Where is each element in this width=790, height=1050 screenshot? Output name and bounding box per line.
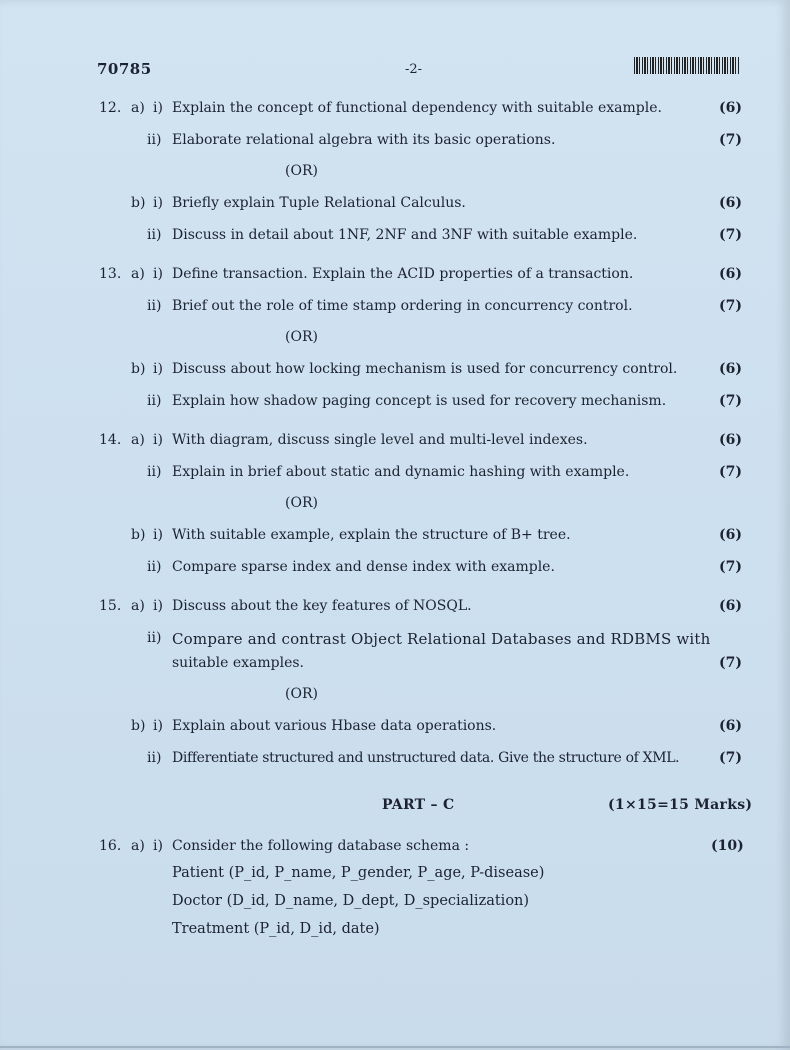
part-c-title: PART – C xyxy=(382,797,455,813)
q13-a-ii-label: ii) xyxy=(147,298,162,314)
barcode-icon xyxy=(634,57,740,74)
q16-a-i-label: i) xyxy=(153,838,163,854)
q15-b-ii-text: Differentiate structured and unstructured data. Give the structure of XML. xyxy=(172,750,680,766)
q12-a-ii-text: Elaborate relational algebra with its basic operations. xyxy=(172,132,556,148)
q15-a-i-label: i) xyxy=(153,598,163,614)
q14-or: (OR) xyxy=(285,495,318,511)
q12-b-i-marks: (6) xyxy=(719,195,742,211)
q15-b-i-label: i) xyxy=(153,718,163,734)
q12-a-label: a) xyxy=(131,100,145,116)
q12-b-i-label: i) xyxy=(153,195,163,211)
q14-a-ii-marks: (7) xyxy=(719,464,742,480)
q13-a-i-marks: (6) xyxy=(719,266,742,282)
q13-b-ii-text: Explain how shadow paging concept is used for recovery mechanism. xyxy=(172,393,667,409)
q13-or: (OR) xyxy=(285,329,318,345)
q15-or: (OR) xyxy=(285,686,318,702)
q15-b-ii-marks: (7) xyxy=(719,750,742,766)
q13-a-i-text: Define transaction. Explain the ACID properties of a transaction. xyxy=(172,266,634,282)
q14-a-label: a) xyxy=(131,432,145,448)
q13-a-label: a) xyxy=(131,266,145,282)
q12-a-i-marks: (6) xyxy=(719,100,742,116)
q15-a-i-text: Discuss about the key features of NOSQL. xyxy=(172,598,472,614)
question-number-14: 14. xyxy=(99,432,122,448)
q13-a-i-label: i) xyxy=(153,266,163,282)
paper-code: 70785 xyxy=(97,60,152,78)
q15-a-ii-marks: (7) xyxy=(719,655,742,671)
schema-doctor: Doctor (D_id, D_name, D_dept, D_specialization) xyxy=(172,893,530,909)
question-number-16: 16. xyxy=(99,838,122,854)
question-number-15: 15. xyxy=(99,598,122,614)
q14-a-i-label: i) xyxy=(153,432,163,448)
part-c-marks: (1×15=15 Marks) xyxy=(608,797,753,813)
page-number: -2- xyxy=(405,62,423,77)
q12-a-ii-marks: (7) xyxy=(719,132,742,148)
q12-b-label: b) xyxy=(131,195,146,211)
q12-or: (OR) xyxy=(285,163,318,179)
q13-a-ii-marks: (7) xyxy=(719,298,742,314)
q14-b-i-text: With suitable example, explain the structure of B+ tree. xyxy=(172,527,571,543)
q13-b-i-label: i) xyxy=(153,361,163,377)
q15-b-i-text: Explain about various Hbase data operations. xyxy=(172,718,497,734)
q15-a-i-marks: (6) xyxy=(719,598,742,614)
q12-b-ii-text: Discuss in detail about 1NF, 2NF and 3NF with suitable example. xyxy=(172,227,638,243)
q14-a-i-marks: (6) xyxy=(719,432,742,448)
q12-a-ii-label: ii) xyxy=(147,132,162,148)
question-number-13: 13. xyxy=(99,266,122,282)
q15-a-label: a) xyxy=(131,598,145,614)
q12-b-ii-marks: (7) xyxy=(719,227,742,243)
q12-b-i-text: Briefly explain Tuple Relational Calculus. xyxy=(172,195,466,211)
question-number-12: 12. xyxy=(99,100,122,116)
q15-a-ii-label: ii) xyxy=(147,630,162,646)
q13-b-label: b) xyxy=(131,361,146,377)
page-bottom-edge xyxy=(0,1046,790,1048)
q12-a-i-label: i) xyxy=(153,100,163,116)
q12-a-i-text: Explain the concept of functional dependency with suitable example. xyxy=(172,100,662,116)
q14-a-ii-text: Explain in brief about static and dynamic hashing with example. xyxy=(172,464,630,480)
q12-b-ii-label: ii) xyxy=(147,227,162,243)
q14-b-ii-text: Compare sparse index and dense index with example. xyxy=(172,559,555,575)
schema-treatment: Treatment (P_id, D_id, date) xyxy=(172,921,380,937)
q15-a-ii-text-line2: suitable examples. xyxy=(172,655,304,671)
q14-a-i-text: With diagram, discuss single level and multi-level indexes. xyxy=(172,432,588,448)
q14-a-ii-label: ii) xyxy=(147,464,162,480)
q14-b-i-marks: (6) xyxy=(719,527,742,543)
q15-b-i-marks: (6) xyxy=(719,718,742,734)
q14-b-i-label: i) xyxy=(153,527,163,543)
q13-b-ii-marks: (7) xyxy=(719,393,742,409)
q14-b-ii-label: ii) xyxy=(147,559,162,575)
q15-b-ii-label: ii) xyxy=(147,750,162,766)
schema-patient: Patient (P_id, P_name, P_gender, P_age, P-disease) xyxy=(172,865,545,881)
q15-b-label: b) xyxy=(131,718,146,734)
q13-a-ii-text: Brief out the role of time stamp ordering in concurrency control. xyxy=(172,298,633,314)
q14-b-label: b) xyxy=(131,527,146,543)
q15-a-ii-text-line1: Compare and contrast Object Relational Databases and RDBMS with xyxy=(172,630,711,648)
q14-b-ii-marks: (7) xyxy=(719,559,742,575)
q16-a-i-text: Consider the following database schema : xyxy=(172,838,470,854)
q13-b-i-text: Discuss about how locking mechanism is used for concurrency control. xyxy=(172,361,678,377)
q16-a-i-marks: (10) xyxy=(711,838,744,854)
q13-b-i-marks: (6) xyxy=(719,361,742,377)
q13-b-ii-label: ii) xyxy=(147,393,162,409)
q16-a-label: a) xyxy=(131,838,145,854)
